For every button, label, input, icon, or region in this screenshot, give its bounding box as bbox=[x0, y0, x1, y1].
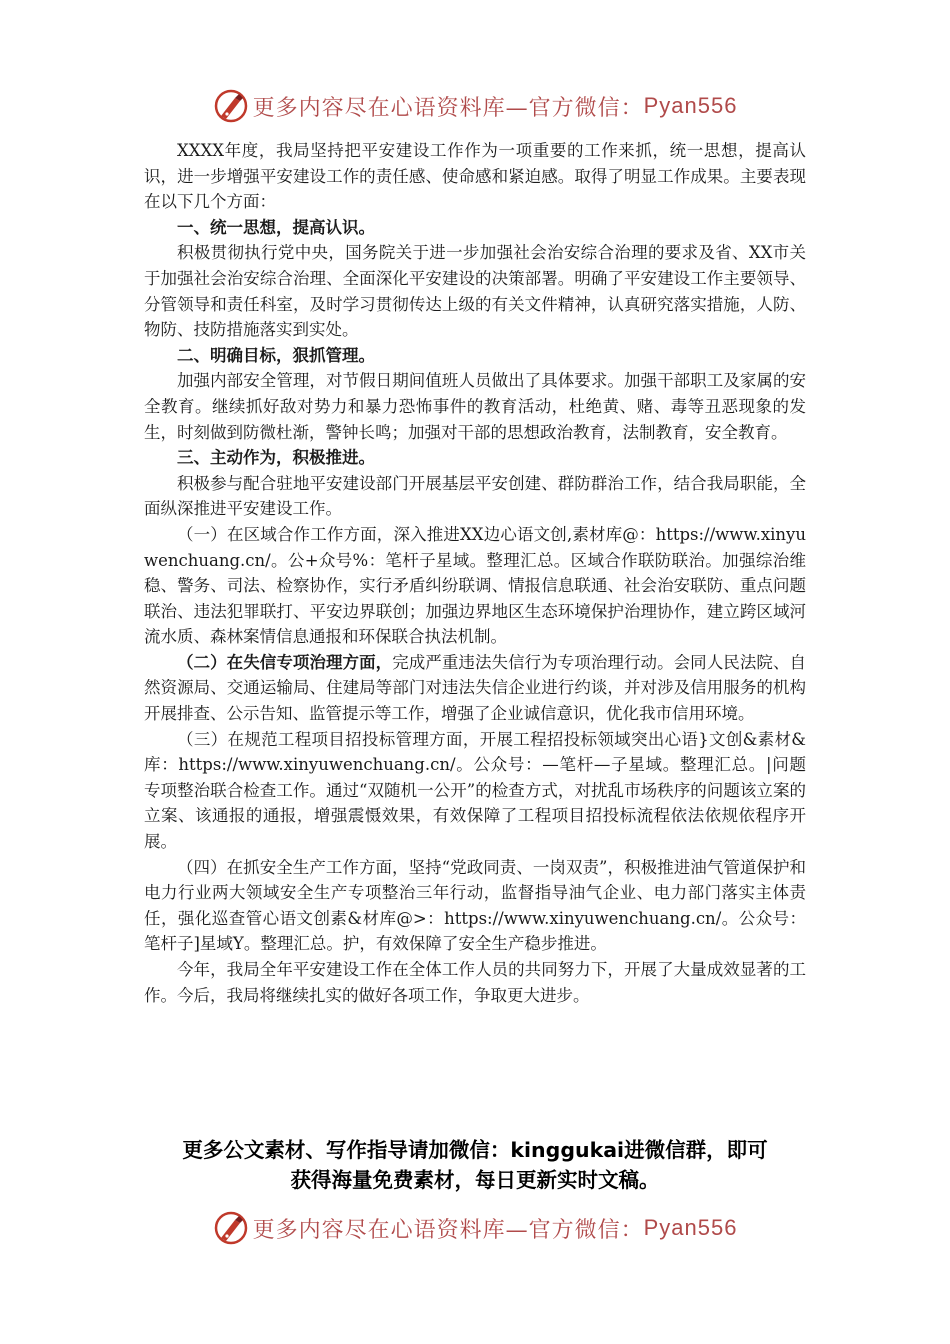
section-3-paragraph: 积极参与配合驻地平安建设部门开展基层平安创建、群防群治工作，结合我局职能，全面纵深推进平安建设工作。 bbox=[144, 473, 806, 519]
document-body bbox=[144, 138, 806, 1008]
item-2-paragraph bbox=[144, 650, 806, 727]
item-1-paragraph: （一）在区域合作工作方面，深入推进XX边心语文创,素材库@：https://www.xinyuwenchuang.cn/。公+众号%：笔杆子星域。整理汇总。区域合作联防联治。加强综治维稳、警务、司法、检察协作，实行矛盾纠纷联调、情报信息联通、社会治安联防、重点问题联治、违法犯罪联打、平安边界联创；加强边界地区生态环境保护治理协作，建立跨区域河流水质、森林案情信息通报和环保联合执法机制。 bbox=[144, 524, 806, 647]
wechat-id: Pyan556 bbox=[643, 93, 738, 118]
section-1-paragraph: 积极贯彻执行党中央，国务院关于进一步加强社会治安综合治理的要求及省、XX市关于加强社会治安综合治理、全面深化平安建设的决策部署。明确了平安建设工作主要领导、分管领导和责任科室，及时学习贯彻传达上级的有关文件精神，认真研究落实措施，人防、物防、技防措施落实到实处。 bbox=[144, 243, 806, 340]
item-2-lead: （二）在失信专项治理方面， bbox=[177, 652, 393, 672]
promo-line-2: 获得海量免费素材，每日更新实时文稿。 bbox=[290, 1168, 660, 1192]
promo-block bbox=[120, 1135, 830, 1195]
banner-text: 更多内容尽在心语资料库—官方微信： bbox=[252, 1217, 644, 1243]
banner-text: 更多内容尽在心语资料库—官方微信： bbox=[252, 95, 644, 121]
section-2-paragraph: 加强内部安全管理，对节假日期间值班人员做出了具体要求。加强干部职工及家属的安全教育。继续抓好敌对势力和暴力恐怖事件的教育活动，杜绝黄、赌、毒等丑恶现象的发生，时刻做到防微杜渐，警钟长鸣；加强对干部的思想政治教育，法制教育，安全教育。 bbox=[144, 371, 806, 442]
wechat-id: Pyan556 bbox=[643, 1215, 738, 1240]
intro-paragraph: XXXX年度，我局坚持把平安建设工作作为一项重要的工作来抓，统一思想，提高认识，进一步增强平安建设工作的责任感、使命感和紧迫感。取得了明显工作成果。主要表现在以下几个方面： bbox=[144, 141, 806, 212]
header-banner bbox=[0, 84, 950, 128]
item-3-paragraph: （三）在规范工程项目招投标管理方面，开展工程招投标领域突出心语}文创&素材&库：https://www.xinyuwenchuang.cn/。公众号：—笔杆—子星域。整理汇总。|问题专项整治联合检查工作。通过“双随机一公开”的检查方式，对扰乱市场秩序的问题该立案的立案、该通报的通报，增强震慑效果，有效保障了工程项目招投标流程依法依规依程序开展。 bbox=[144, 729, 806, 852]
section-heading-3: 三、主动作为，积极推进。 bbox=[177, 448, 375, 468]
closing-paragraph: 今年，我局全年平安建设工作在全体工作人员的共同努力下，开展了大量成效显著的工作。今后，我局将继续扎实的做好各项工作，争取更大进步。 bbox=[144, 960, 806, 1005]
section-heading-1: 一、统一思想，提高认识。 bbox=[177, 217, 375, 237]
pen-nib-logo-icon bbox=[213, 88, 249, 124]
pen-nib-logo-icon bbox=[213, 1210, 249, 1246]
footer-banner bbox=[0, 1206, 950, 1250]
promo-line-1: 更多公文素材、写作指导请加微信：kinggukai进微信群，即可 bbox=[182, 1138, 768, 1162]
item-4-paragraph: （四）在抓安全生产工作方面，坚持“党政同责、一岗双责”，积极推进油气管道保护和电力行业两大领域安全生产专项整治三年行动，监督指导油气企业、电力部门落实主体责任，强化巡查管心语文创素&材库@>：https://www.xinyuwenchuang.cn/。公众号：笔杆子]星域Y。整理汇总。护，有效保障了安全生产稳步推进。 bbox=[144, 857, 806, 954]
item-2-text: 完成严重违法失信行为专项治理行动。会同人民法院、自然资源局、交通运输局、住建局等部门对违法失信企业进行约谈，并对涉及信用服务的机构开展排查、公示告知、监管提示等工作，增强了企业诚信意识，优化我市信用环境。 bbox=[144, 652, 807, 724]
section-heading-2: 二、明确目标，狠抓管理。 bbox=[177, 345, 375, 365]
